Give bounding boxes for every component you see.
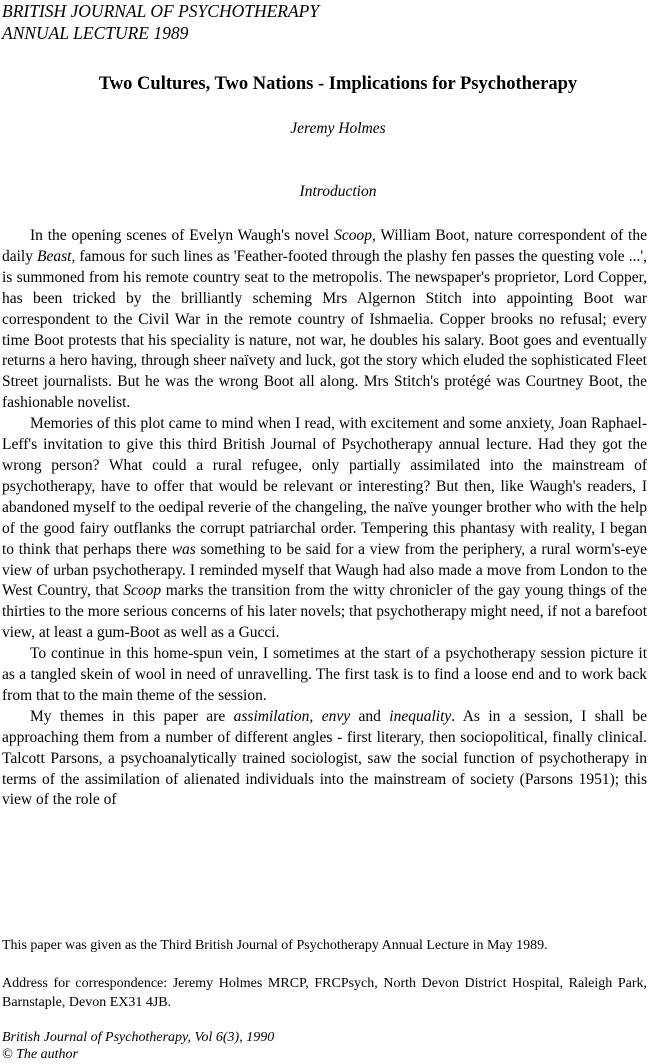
text-run: My themes in this paper are xyxy=(30,707,234,725)
italic-text-run: Beast, xyxy=(37,247,76,265)
article-title: Two Cultures, Two Nations - Implications for Psychotherapy xyxy=(98,74,578,94)
paragraph-1 xyxy=(2,226,647,414)
text-run: . As in a session, I shall be approaching them from a number of different angles - first literary, then sociopolitical, finally clinical. Talcott Parsons, a psychoanalytically trained sociologist, saw the social function of psychotherapy in terms of the assimilation of alienated individuals into the mainstream of society (Parsons 1951); this view of the role of xyxy=(2,707,648,809)
lecture-footnote: This paper was given as the Third British Journal of Psychotherapy Annual Lecture in May 1989. xyxy=(2,938,548,953)
text-run: famous for such lines as 'Feather-footed through the plashy fen passes the questing vole ...', is summoned from his remote country seat to the metropolis. The newspaper's proprietor, Lord Copper, has been tricked by the brilliantly scheming Mrs Algernon Stitch into appointing Boot war correspondent to the Civil War in the remote country of Ishmaelia. Copper brooks no refusal; every time Boot protests that his speciality is nature, not war, he doubles his salary. Boot goes and eventually returns a hero having, through sheer naïvety and luck, got the story which eluded the sophisticated Fleet Street journalists. But he was the wrong Boot all along. Mrs Stitch's protégé was Courtney Boot, the fashionable novelist. xyxy=(2,247,647,412)
journal-header xyxy=(2,0,319,44)
text-run: To continue in this home-spun vein, I sometimes at the start of a psychotherapy session picture it as a tangled skein of wool in need of unravelling. The first task is to find a loose end and to work back from that to the main theme of the session. xyxy=(2,645,647,704)
paragraph-3 xyxy=(2,644,647,707)
lecture-label: ANNUAL LECTURE 1989 xyxy=(2,23,189,43)
journal-reference: British Journal of Psychotherapy, Vol 6(3), 1990 xyxy=(2,1030,275,1045)
paragraph-4 xyxy=(2,707,647,812)
italic-text-run: was xyxy=(171,540,196,558)
article-body xyxy=(2,226,647,811)
text-run: marks the transition from the witty chronicler of the gay young things of the thirties to the more serious concerns of his later novels; that psychotherapy might need, if not a barefoot view, at least a gum-Boot as well as a Gucci. xyxy=(2,582,647,642)
journal-name: BRITISH JOURNAL OF PSYCHOTHERAPY xyxy=(2,1,320,21)
italic-text-run: Scoop xyxy=(123,582,162,600)
text-run: and xyxy=(350,707,390,725)
address-footnote: Address for correspondence: Jeremy Holmes MRCP, FRCPsych, North Devon District Hospital, Raleigh Park, Barnstaple, Devon EX31 4JB. xyxy=(2,976,647,1010)
text-run: something to be said for a view from the periphery, a rural worm's-eye view of urban psychotherapy. I reminded myself that Waugh had also made a move from London to the West Country, that xyxy=(2,540,647,600)
italic-text-run: assimilation, envy xyxy=(233,707,351,725)
article-author: Jeremy Holmes xyxy=(290,120,386,137)
copyright-notice: © The author xyxy=(2,1047,78,1062)
section-heading: Introduction xyxy=(299,183,377,200)
text-run: In the opening scenes of Evelyn Waugh's novel xyxy=(30,227,335,244)
italic-text-run: Scoop, xyxy=(334,227,376,244)
paragraph-2 xyxy=(2,414,647,644)
text-run: William Boot, nature correspondent of the daily xyxy=(2,227,647,265)
text-run: Memories of this plot came to mind when I read, with excitement and some anxiety, Joan Raphael-Leff's invitation to give this third British Journal of Psychotherapy annual lecture. Had they got the wrong person? What could a rural refugee, only partially assimilated into the mainstream of psychotherapy, have to offer that would be relevant or interesting? But then, like Waugh's readers, I abandoned myself to the oedipal reverie of the changeling, the naïve younger brother who with the help of the good fairy outflanks the corrupt patriarchal order. Tempering this phantasy with reality, I began to think that perhaps there xyxy=(2,415,647,558)
italic-text-run: inequality xyxy=(389,707,452,725)
citation-block xyxy=(2,1029,274,1063)
